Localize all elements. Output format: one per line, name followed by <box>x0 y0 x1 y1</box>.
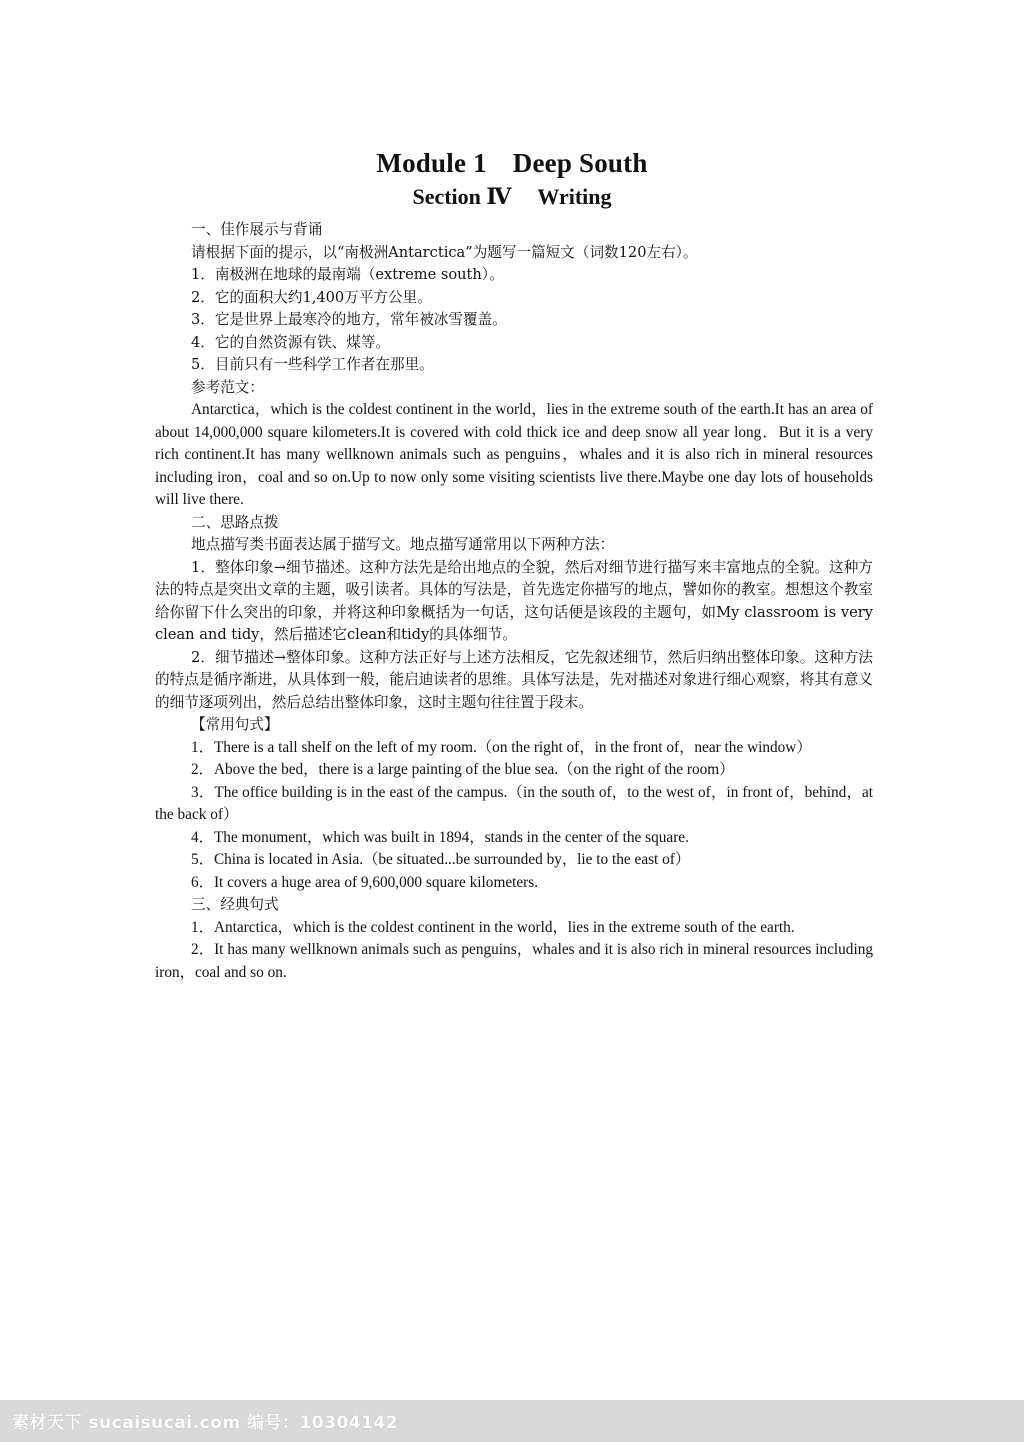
watermark-text: 素材天下 sucaisucai.com 编号：10304142 <box>12 1413 399 1433</box>
part2-heading: 二、思路点拨 <box>191 513 279 531</box>
part1-prompt: 请根据下面的提示，以“南极洲Antarctica”为题写一篇短文（词数120左右）。 <box>191 243 698 261</box>
section-number: Section Ⅳ <box>412 184 512 209</box>
prompt-item: 2．它的面积大约1,400万平方公里。 <box>191 288 432 306</box>
module-title <box>0 148 1024 179</box>
common-sentence: 4．The monument，which was built in 1894，stands in the center of the square. <box>191 828 689 846</box>
common-sentence: 5．China is located in Asia.（be situated...be surrounded by，lie to the east of） <box>191 851 691 868</box>
common-sentences-heading: 【常用句式】 <box>191 716 279 733</box>
method-2: 2．细节描述→整体印象。这种方法正好与上述方法相反，它先叙述细节，然后归纳出整体印象。这种方法的特点是循序渐进，从具体到一般，能启迪读者的思维。具体写法是，先对描述对象进行细心观察，将其有意义的细节逐项列出，然后总结出整体印象，这时主题句往往置于段末。 <box>155 648 873 711</box>
section-name: Writing <box>537 184 612 209</box>
part1-heading: 一、佳作展示与背诵 <box>191 221 323 238</box>
sample-label: 参考范文： <box>191 378 264 396</box>
common-sentence: 1．There is a tall shelf on the left of my room.（on the right of，in the front of，near the window） <box>191 738 812 756</box>
method-1: 1．整体印象→细节描述。这种方法先是给出地点的全貌，然后对细节进行描写来丰富地点的全貌。这种方法的特点是突出文章的主题，吸引读者。具体的写法是，首先选定你描写的地点，譬如你的教室。想想这个教室给你留下什么突出的印象，并将这种印象概括为一句话，这句话便是该段的主题句，如My classroom is very clean and tidy，然后描述它clean和tidy的具体细节。 <box>155 558 873 643</box>
classic-sentence: 1．Antarctica，which is the coldest continent in the world，lies in the extreme south of the earth. <box>191 918 795 936</box>
prompt-item: 5．目前只有一些科学工作者在那里。 <box>191 356 434 373</box>
module-number: Module 1 <box>376 148 487 178</box>
section-title <box>0 184 1024 210</box>
prompt-item: 1．南极洲在地球的最南端（extreme south）。 <box>191 266 504 283</box>
common-sentence: 3．The office building is in the east of the campus.（in the south of，to the west of，in front of，behind，at the back of） <box>155 783 873 823</box>
watermark-bar <box>0 1400 1024 1442</box>
common-sentence: 6．It covers a huge area of 9,600,000 square kilometers. <box>191 873 539 891</box>
classic-sentence: 2．It has many wellknown animals such as penguins，whales and it is also rich in mineral resources including iron，coal and so on. <box>155 941 873 981</box>
prompt-item: 3．它是世界上最寒冷的地方，常年被冰雪覆盖。 <box>191 311 507 328</box>
document-body <box>155 219 873 984</box>
common-sentence: 2．Above the bed，there is a large painting of the blue sea.（on the right of the room） <box>191 761 735 778</box>
sample-essay: Antarctica，which is the coldest continent in the world，lies in the extreme south of the earth.It has an area of about 14,000,000 square kilometers.It is covered with cold thick ice and deep snow all year long．But it is a very rich continent.It has many wellknown animals such as penguins，whales and it is also rich in mineral resources including iron，coal and so on.Up to now only some visiting scientists live there.Maybe one day lots of households will live there. <box>155 401 873 508</box>
part2-intro: 地点描写类书面表达属于描写文。地点描写通常用以下两种方法： <box>191 536 615 553</box>
module-name: Deep South <box>512 148 648 178</box>
prompt-item: 4．它的自然资源有铁、煤等。 <box>191 333 391 351</box>
part3-heading: 三、经典句式 <box>191 896 279 913</box>
